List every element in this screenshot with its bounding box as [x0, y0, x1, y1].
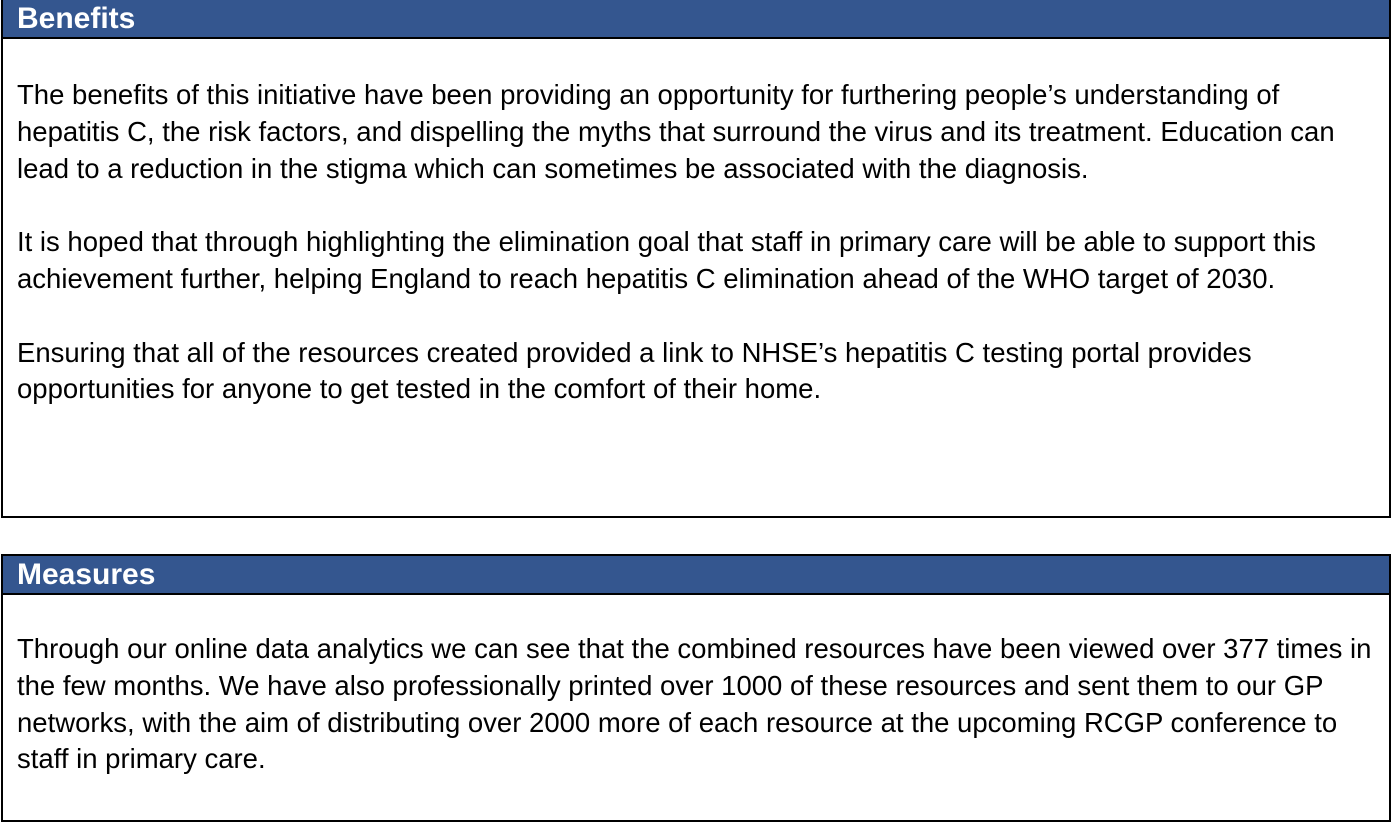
section-heading: Measures [3, 556, 1389, 595]
paragraph: It is hoped that through highlighting the elimination goal that staff in primary care will be able to support this achievement further, helping England to reach hepatitis C elimination ahead of the WHO target of 2030. [17, 226, 1316, 294]
section-body [3, 39, 1389, 408]
benefits-section [1, 0, 1391, 518]
paragraph: Ensuring that all of the resources created provided a link to NHSE’s hepatitis C testing portal provides opportunities for anyone to get tested in the comfort of their home. [17, 336, 1252, 405]
measures-section [1, 554, 1391, 822]
section-heading: Benefits [3, 0, 1389, 39]
paragraph: Through our online data analytics we can see that the combined resources have been viewed over 377 times in the few months. We have also professionally printed over 1000 of these resources and sent them to our GP networks, with the aim of distributing over 2000 more of each resource at the upcoming RCGP conference to staff in primary care. [17, 633, 1372, 775]
paragraph: The benefits of this initiative have been providing an opportunity for furthering people’s understanding of hepatitis C, the risk factors, and dispelling the myths that surround the virus and its treatment. Education can lead to a reduction in the stigma which can sometimes be associated with the diagnosis. [17, 79, 1335, 184]
section-body [3, 595, 1389, 778]
